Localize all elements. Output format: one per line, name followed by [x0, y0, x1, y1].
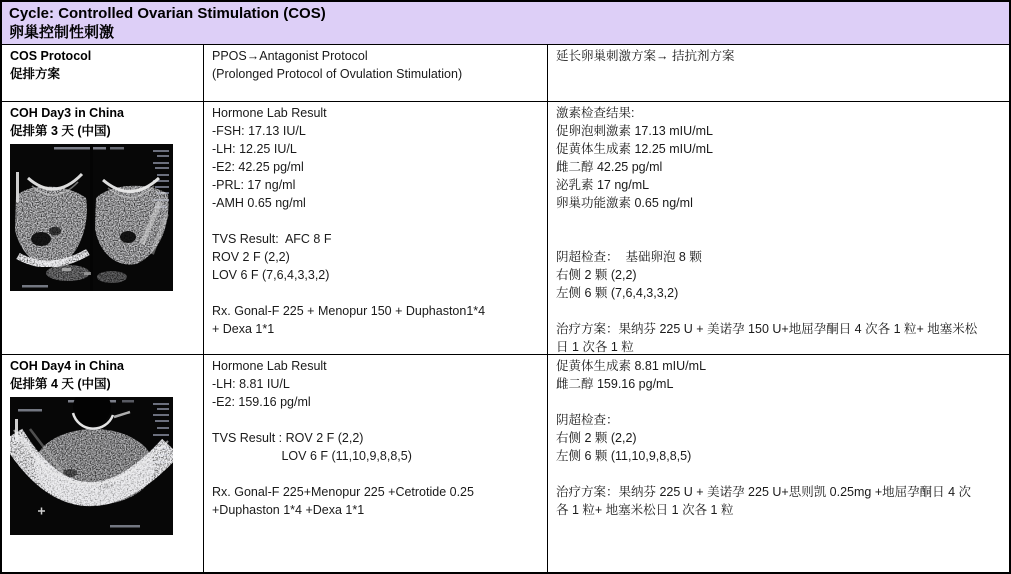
text-line: -LH: 8.81 IU/L [212, 377, 290, 391]
text-line: LOV 6 F (7,6,4,3,3,2) [212, 268, 330, 282]
ultrasound-day3-image [10, 144, 173, 291]
text-line: -E2: 159.16 pg/ml [212, 395, 311, 409]
table-header [2, 2, 1009, 44]
text-line: 促黄体生成素 12.25 mIU/mL [556, 142, 713, 156]
day4-label-en: COH Day4 in China [10, 359, 124, 373]
text-line: ROV 2 F (2,2) [212, 250, 290, 264]
text-line: 右侧 2 颗 (2,2) [556, 268, 637, 282]
day4-chinese-cell [547, 354, 1009, 572]
text-line [556, 230, 1001, 248]
text-line: -AMH 0.65 ng/ml [212, 196, 306, 210]
text-line: -E2: 42.25 pg/ml [212, 160, 304, 174]
day4-english-cell [203, 354, 547, 572]
text-line [212, 284, 539, 302]
day3-chinese-cell [547, 101, 1009, 354]
text-line: Rx. Gonal-F 225+Menopur 225 +Cetrotide 0.25 [212, 485, 474, 499]
text-line: PPOS→Antagonist Protocol [212, 49, 368, 63]
text-line: 促黄体生成素 8.81 mIU/mL [556, 359, 707, 373]
text-line [212, 212, 539, 230]
text-line [556, 212, 1001, 230]
text-line [556, 465, 1001, 483]
text-line [556, 393, 1001, 411]
text-line: + Dexa 1*1 [212, 322, 275, 336]
text-line: Hormone Lab Result [212, 359, 327, 373]
day4-label-cell [2, 354, 203, 572]
text-line: TVS Result: AFC 8 F [212, 232, 332, 246]
text-line: -PRL: 17 ng/ml [212, 178, 296, 192]
text-line: 雌二醇 42.25 pg/ml [556, 160, 663, 174]
text-line: 泌乳素 17 ng/mL [556, 178, 650, 192]
protocol-label-cell [2, 44, 203, 101]
day3-label-zh: 促排第 3 天 (中国) [10, 124, 111, 138]
text-line: 延长卵巢刺激方案→ 拮抗剂方案 [556, 49, 735, 63]
text-line: TVS Result : ROV 2 F (2,2) [212, 431, 364, 445]
header-title-zh: 卵巢控制性刺激 [9, 24, 115, 41]
text-line: 雌二醇 159.16 pg/mL [556, 377, 674, 391]
day4-label-zh: 促排第 4 天 (中国) [10, 377, 111, 391]
day3-label-en: COH Day3 in China [10, 106, 124, 120]
text-line: 左侧 6 颗 (7,6,4,3,3,2) [556, 286, 679, 300]
text-line: -LH: 12.25 IU/L [212, 142, 297, 156]
text-line: -FSH: 17.13 IU/L [212, 124, 306, 138]
day3-label-cell [2, 101, 203, 354]
text-line: 激素检查结果: [556, 106, 635, 120]
text-line [212, 411, 539, 429]
text-line: +Duphaston 1*4 +Dexa 1*1 [212, 503, 365, 517]
protocol-label-zh: 促排方案 [10, 67, 61, 81]
text-line: 日 1 次各 1 粒 [556, 340, 634, 354]
text-line: Rx. Gonal-F 225 + Menopur 150 + Duphaston1*4 [212, 304, 486, 318]
text-line [556, 302, 1001, 320]
text-line: 治疗方案：果纳芬 225 U + 美诺孕 225 U+思则凯 0.25mg +地屈孕酮日 4 次 [556, 485, 972, 499]
text-line: Hormone Lab Result [212, 106, 327, 120]
protocol-english-cell [203, 44, 547, 101]
protocol-label-en: COS Protocol [10, 49, 92, 63]
header-title-en: Cycle: Controlled Ovarian Stimulation (COS) [9, 5, 326, 22]
text-line: 右侧 2 颗 (2,2) [556, 431, 637, 445]
text-line: 阴超检查： [556, 413, 619, 427]
text-line: 卵巢功能激素 0.65 ng/ml [556, 196, 693, 210]
day3-english-cell [203, 101, 547, 354]
text-line: (Prolonged Protocol of Ovulation Stimulation) [212, 67, 463, 81]
text-line: 阴超检查： 基础卵泡 8 颗 [556, 250, 702, 264]
text-line: 左侧 6 颗 (11,10,9,8,8,5) [556, 449, 692, 463]
text-line: 治疗方案：果纳芬 225 U + 美诺孕 150 U+地屈孕酮日 4 次各 1 粒+ 地塞米松 [556, 322, 978, 336]
text-line: LOV 6 F (11,10,9,8,8,5) [212, 449, 412, 463]
protocol-chinese-cell [547, 44, 1009, 101]
ultrasound-day4-image [10, 397, 173, 535]
text-line: 促卵泡刺激素 17.13 mIU/mL [556, 124, 713, 138]
text-line [212, 465, 539, 483]
text-line: 各 1 粒+ 地塞米松日 1 次各 1 粒 [556, 503, 734, 517]
